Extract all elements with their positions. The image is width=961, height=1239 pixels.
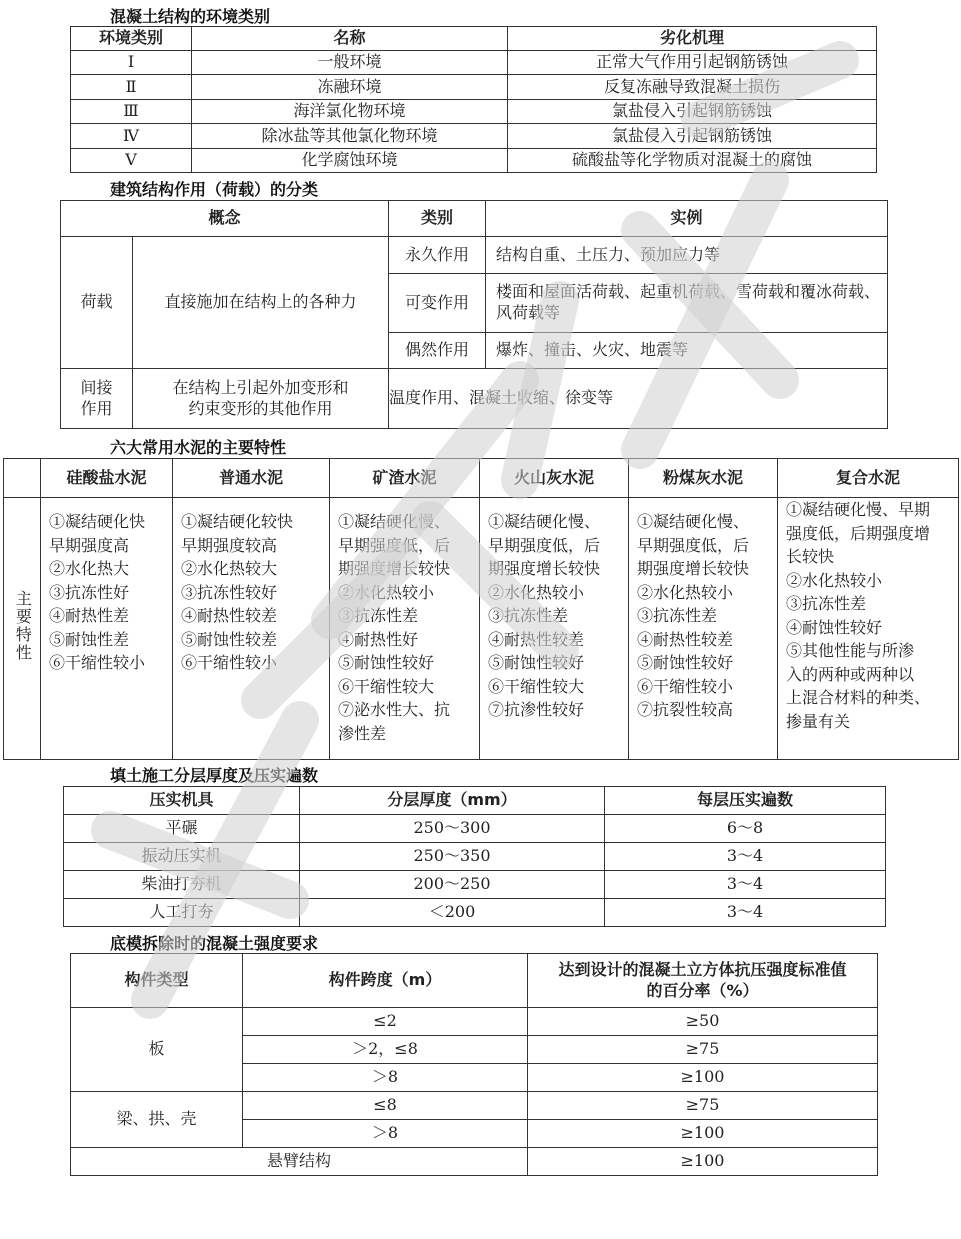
header-cell: 粉煤灰水泥: [629, 459, 778, 498]
property-line: ⑥干缩性较大: [338, 676, 435, 696]
header-cell: 构件跨度（m）: [243, 954, 528, 1008]
cement-cell: [629, 498, 778, 760]
property-line: ⑦抗裂性较高: [637, 700, 734, 719]
table-row: [71, 100, 877, 124]
cell: 柴油打夯机: [64, 871, 300, 899]
cell: 平碾: [64, 815, 300, 843]
header-cell: 压实机具: [64, 787, 300, 815]
cell: 反复冻融导致混凝土损伤: [508, 75, 877, 100]
property-line: ①凝结硬化较快: [181, 512, 294, 531]
cell: Ⅱ: [71, 75, 192, 100]
table-row: [71, 149, 877, 173]
cement-cell: [41, 498, 173, 760]
cell: 结构自重、土压力、预加应力等: [486, 237, 888, 274]
cell: 硫酸盐等化学物质对混凝土的腐蚀: [508, 149, 877, 173]
cell: ＞8: [243, 1064, 528, 1092]
property-line: ⑤耐蚀性差: [49, 629, 130, 649]
table-row: [4, 498, 959, 760]
cell: 一般环境: [192, 51, 508, 75]
cell: 永久作用: [389, 237, 486, 274]
cell: 3～4: [605, 843, 886, 871]
cell: 3～4: [605, 871, 886, 899]
table-row: [61, 237, 888, 274]
property-line: 早期强度较高: [181, 535, 278, 555]
member-type: 梁、拱、壳: [71, 1092, 243, 1148]
property-line: ②水化热较小: [786, 570, 883, 590]
table-row: [64, 871, 886, 899]
property-line: 入的两种或两种以: [786, 664, 915, 684]
cell: 海洋氯化物环境: [192, 100, 508, 124]
property-line: 早期强度低，后: [637, 535, 750, 555]
cell: Ⅰ: [71, 51, 192, 75]
property-line: ③抗冻性差: [338, 606, 419, 625]
cell: 200～250: [300, 871, 605, 899]
header-cell: 火山灰水泥: [480, 459, 629, 498]
cell: 楼面和屋面活荷载、起重机荷载、雪荷载和覆冰荷载、风荷载等: [486, 274, 888, 333]
table-row: [64, 815, 886, 843]
cell: 冻融环境: [192, 75, 508, 100]
text-line: 作用: [80, 398, 113, 418]
cell: ＞2，≤8: [243, 1036, 528, 1064]
property-line: 渗性差: [338, 723, 387, 743]
header-cell: 实例: [486, 201, 888, 237]
cell: 6～8: [605, 815, 886, 843]
table2-title: 建筑结构作用（荷载）的分类: [110, 180, 319, 199]
property-line: ④耐热性差: [49, 606, 130, 625]
cell: 250～300: [300, 815, 605, 843]
property-line: ⑦抗渗性较好: [488, 700, 585, 719]
indirect-description: [133, 369, 389, 429]
table-row: [64, 899, 886, 927]
cell: ≥100: [528, 1120, 878, 1148]
cement-properties-table: [3, 458, 959, 760]
cell: ≥100: [528, 1148, 878, 1176]
property-line: 期强度增长较快: [637, 559, 750, 578]
member-type: 板: [71, 1008, 243, 1092]
property-line: ①凝结硬化慢、: [637, 512, 750, 531]
property-line: ⑤耐蚀性较好: [637, 653, 734, 672]
header-cell: 普通水泥: [173, 459, 330, 498]
header-cell: 构件类型: [71, 954, 243, 1008]
cell: 爆炸、撞击、火灾、地震等: [486, 333, 888, 369]
property-line: 期强度增长较快: [488, 559, 601, 578]
table-row: [71, 1008, 878, 1036]
row-label: [4, 498, 41, 760]
cell: Ⅴ: [71, 149, 192, 173]
header-cell: 环境类别: [71, 27, 192, 51]
cell: Ⅲ: [71, 100, 192, 124]
cement-cell: [778, 498, 959, 760]
text-line: 的百分率（%）: [646, 980, 759, 1000]
cement-cell: [480, 498, 629, 760]
property-line: ②水化热大: [49, 559, 130, 578]
property-line: ④耐热性较差: [181, 606, 278, 625]
property-line: 长较快: [786, 547, 835, 566]
property-line: ⑤耐蚀性较好: [338, 653, 435, 672]
property-line: ⑥干缩性较小: [637, 676, 734, 696]
cell: 250～350: [300, 843, 605, 871]
header-cell: 每层压实遍数: [605, 787, 886, 815]
header-cell: [528, 954, 878, 1008]
indirect-label: [61, 369, 133, 429]
cell: ≥50: [528, 1008, 878, 1036]
property-line: ④耐蚀性较好: [786, 617, 883, 637]
indirect-example: 温度作用、混凝土收缩、徐变等: [389, 369, 888, 429]
cell: ≥100: [528, 1064, 878, 1092]
property-line: 强度低，后期强度增: [786, 523, 931, 543]
property-line: ①凝结硬化慢、早期: [786, 500, 931, 519]
property-line: ⑤耐蚀性较好: [488, 653, 585, 672]
property-line: ④耐热性好: [338, 629, 419, 649]
table3-title: 六大常用水泥的主要特性: [110, 438, 287, 457]
header-cell: 矿渣水泥: [330, 459, 480, 498]
table-row: [71, 75, 877, 100]
table-row: [61, 369, 888, 429]
cell: 可变作用: [389, 274, 486, 333]
property-line: 早期强度低，后: [488, 535, 601, 555]
property-line: ②水化热较小: [637, 582, 734, 602]
cell: 氯盐侵入引起钢筋锈蚀: [508, 100, 877, 124]
cell: 正常大气作用引起钢筋锈蚀: [508, 51, 877, 75]
formwork-removal-table: [70, 953, 878, 1176]
property-line: ⑥干缩性较小: [181, 653, 278, 672]
member-type: 悬臂结构: [71, 1148, 528, 1176]
cement-cell: [330, 498, 480, 760]
cell: ≥75: [528, 1036, 878, 1064]
cell: ≥75: [528, 1092, 878, 1120]
property-line: 期强度增长较快: [338, 559, 451, 578]
property-line: ④耐热性较差: [637, 629, 734, 649]
property-line: ①凝结硬化快: [49, 512, 146, 531]
cell: ≤8: [243, 1092, 528, 1120]
header-cell: 复合水泥: [778, 459, 959, 498]
table-row: [71, 51, 877, 75]
property-line: ③抗冻性差: [786, 594, 867, 613]
property-line: ③抗冻性差: [488, 606, 569, 625]
cell: ＞8: [243, 1120, 528, 1148]
cell: ≤2: [243, 1008, 528, 1036]
property-line: ②水化热较大: [181, 559, 278, 578]
property-line: ①凝结硬化慢、: [488, 512, 601, 531]
cell: 氯盐侵入引起钢筋锈蚀: [508, 124, 877, 149]
property-line: 早期强度高: [49, 535, 130, 555]
table5-title: 底模拆除时的混凝土强度要求: [110, 934, 319, 953]
row-label-text: 主要特性: [13, 589, 33, 662]
header-cell: 硅酸盐水泥: [41, 459, 173, 498]
table4-title: 填土施工分层厚度及压实遍数: [110, 766, 319, 785]
cell: 除冰盐等其他氯化物环境: [192, 124, 508, 149]
property-line: 早期强度低，后: [338, 535, 451, 555]
cell: ＜200: [300, 899, 605, 927]
property-line: ⑥干缩性较大: [488, 676, 585, 696]
structural-action-table: [60, 200, 888, 429]
property-line: ②水化热较小: [338, 582, 435, 602]
table-row: [71, 1148, 878, 1176]
header-cell-empty: [4, 459, 41, 498]
property-line: ③抗冻性较好: [181, 582, 278, 602]
property-line: ③抗冻性差: [637, 606, 718, 625]
cell: 振动压实机: [64, 843, 300, 871]
cement-cell: [173, 498, 330, 760]
header-cell: 劣化机理: [508, 27, 877, 51]
property-line: 掺量有关: [786, 711, 851, 731]
fill-compaction-table: [63, 786, 886, 927]
property-line: ⑤耐蚀性较差: [181, 629, 278, 649]
cell: 偶然作用: [389, 333, 486, 369]
header-cell: 名称: [192, 27, 508, 51]
header-cell: 概念: [61, 201, 389, 237]
property-line: ⑦泌水性大、抗: [338, 700, 451, 719]
table1-title: 混凝土结构的环境类别: [110, 7, 271, 26]
property-line: ④耐热性较差: [488, 629, 585, 649]
text-line: 间接: [80, 377, 113, 397]
table-row: [64, 843, 886, 871]
cell: 3～4: [605, 899, 886, 927]
property-line: ⑤其他性能与所渗: [786, 641, 915, 660]
property-line: ①凝结硬化慢、: [338, 512, 451, 531]
cell: 化学腐蚀环境: [192, 149, 508, 173]
table-row: [71, 124, 877, 149]
environment-category-table: [70, 26, 877, 173]
cell: 人工打夯: [64, 899, 300, 927]
property-line: ⑥干缩性较小: [49, 653, 146, 672]
header-cell: 分层厚度（mm）: [300, 787, 605, 815]
text-line: 约束变形的其他作用: [188, 398, 333, 418]
property-line: ③抗冻性好: [49, 582, 130, 602]
table-row: [71, 1092, 878, 1120]
property-line: 上混合材料的种类、: [786, 688, 931, 707]
property-line: ②水化热较小: [488, 582, 585, 602]
header-cell: 类别: [389, 201, 486, 237]
text-line: 达到设计的混凝土立方体抗压强度标准值: [558, 959, 847, 979]
load-description: 直接施加在结构上的各种力: [133, 237, 389, 369]
cell: Ⅳ: [71, 124, 192, 149]
load-label: 荷载: [61, 237, 133, 369]
text-line: 在结构上引起外加变形和: [172, 377, 349, 397]
